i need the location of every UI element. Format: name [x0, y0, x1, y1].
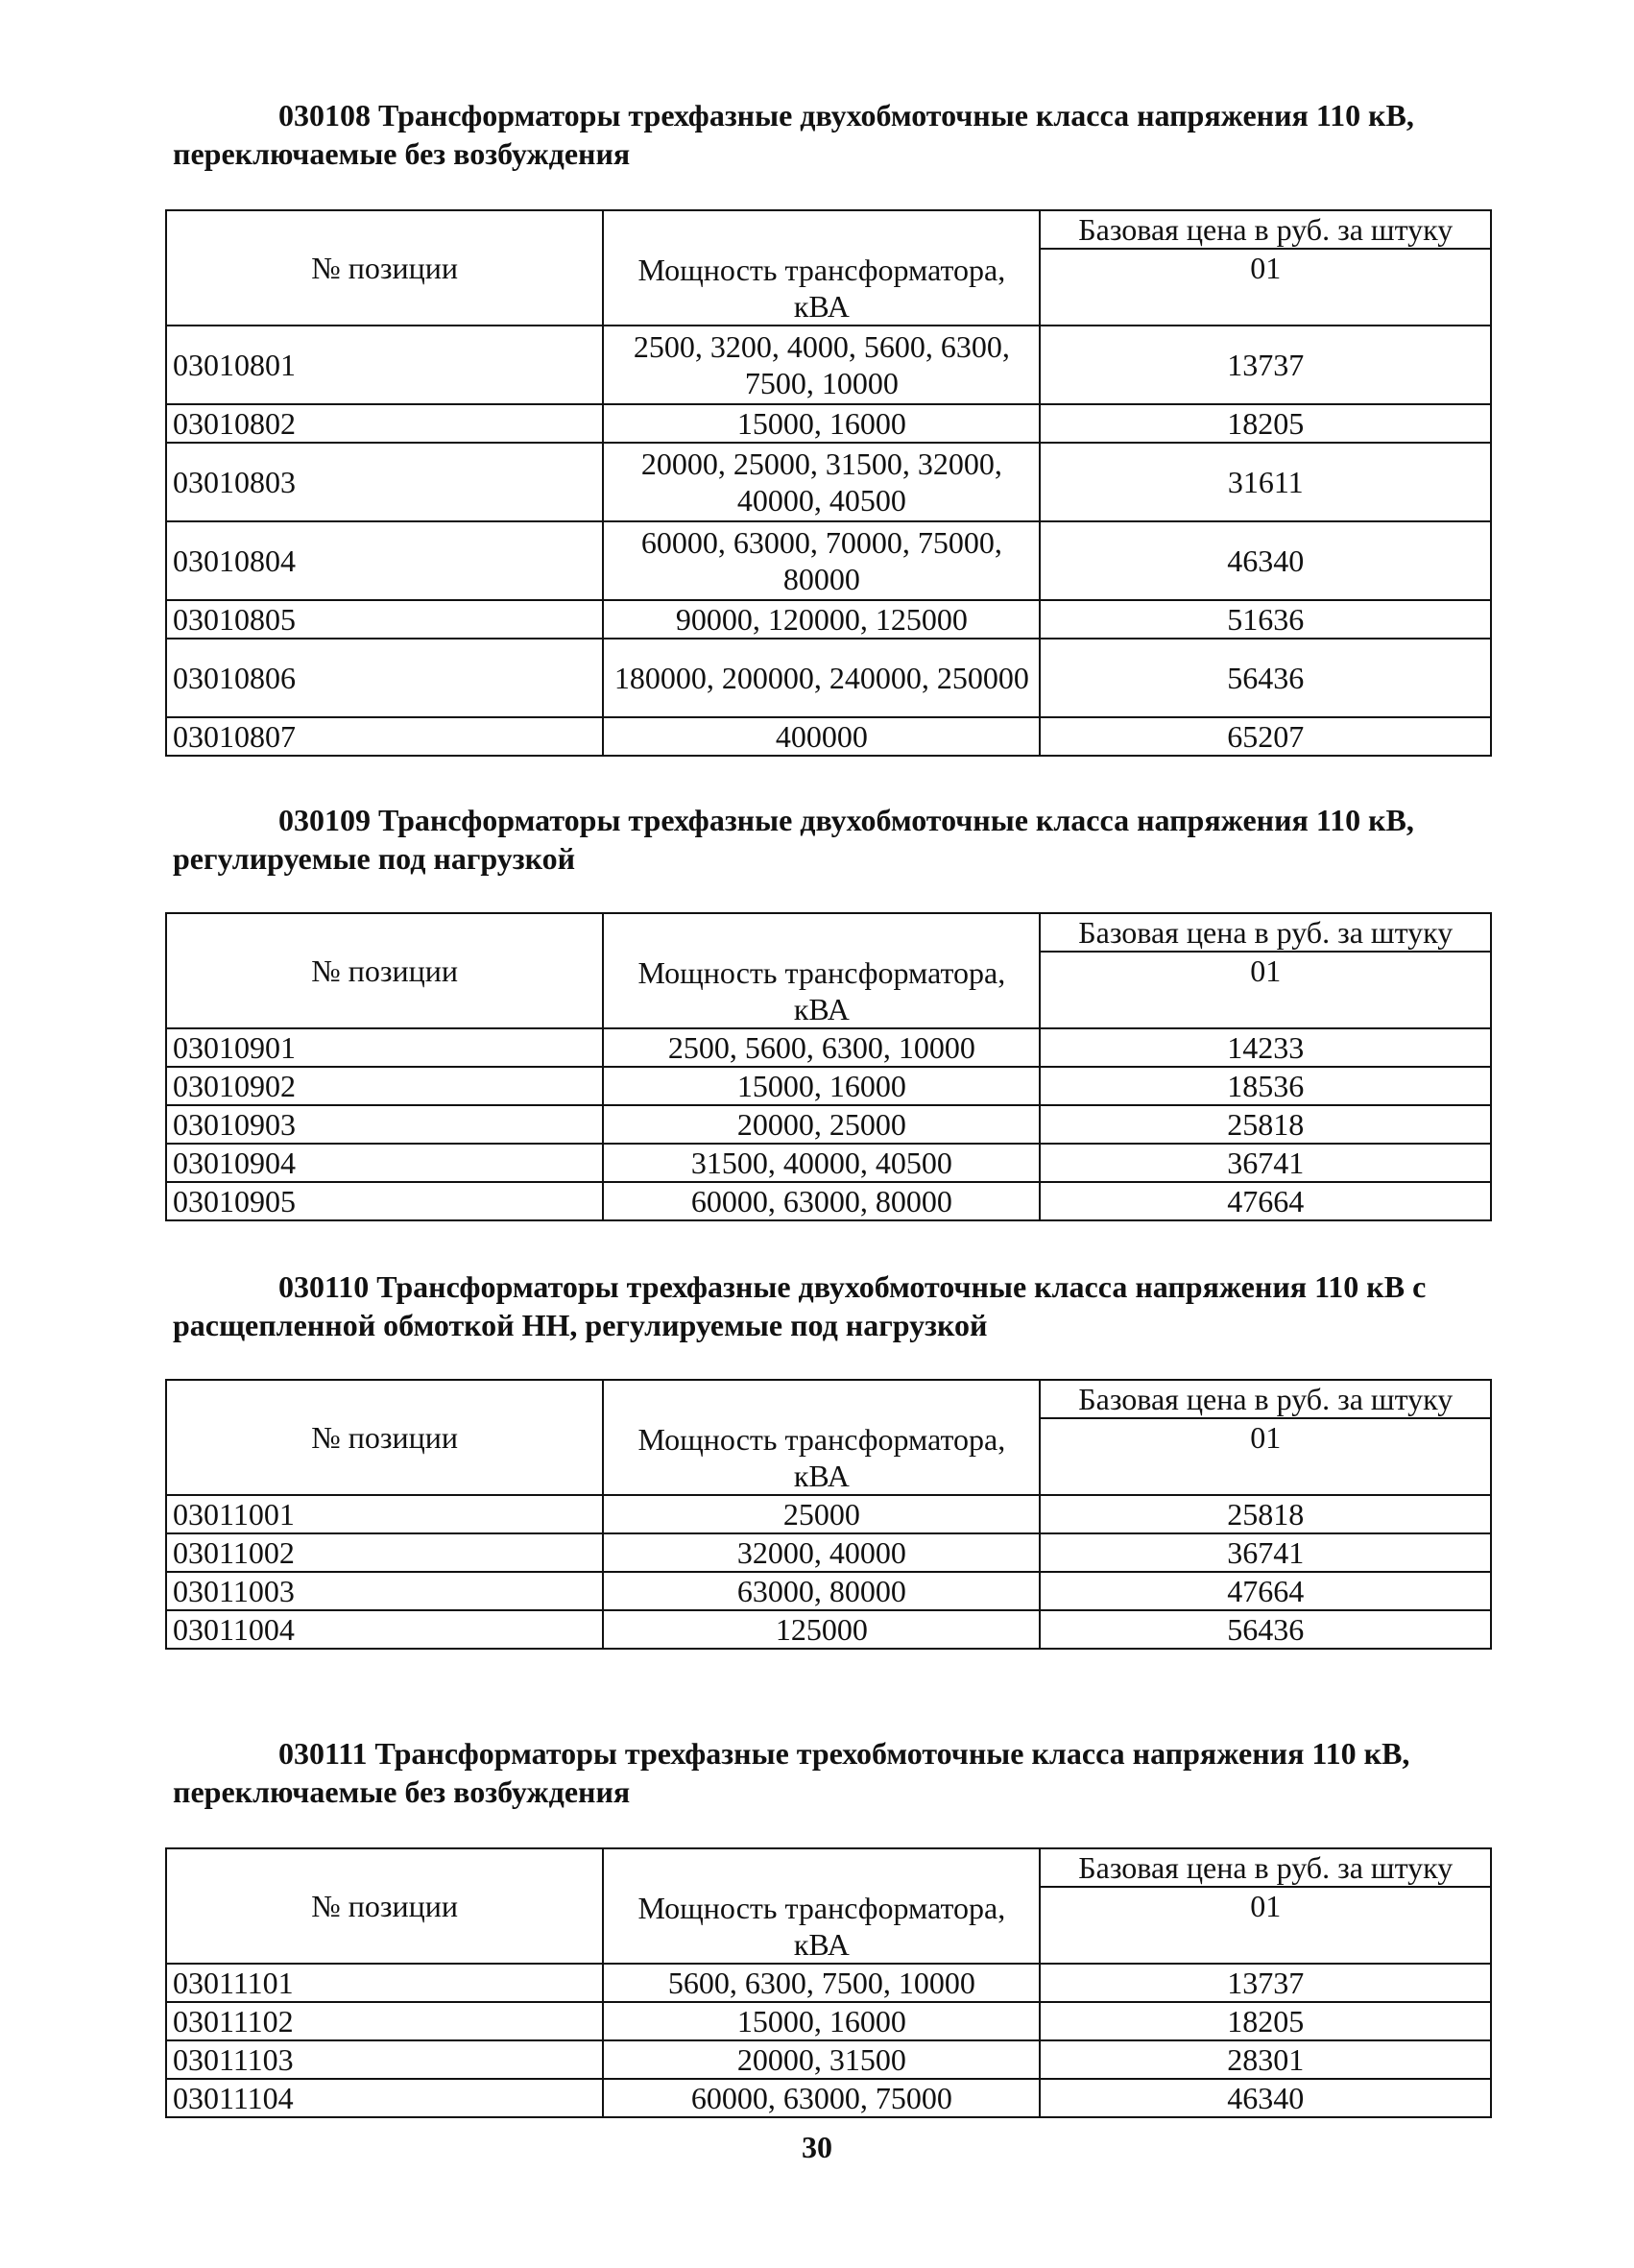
table-row [166, 1028, 1491, 1067]
position-cell: 03010807 [166, 717, 603, 756]
position-cell: 03010901 [166, 1028, 603, 1067]
header-power: Мощность трансформатора, кВА [603, 210, 1040, 326]
price-cell: 47664 [1040, 1572, 1491, 1610]
header-price: Базовая цена в руб. за штуку [1040, 913, 1491, 952]
price-cell: 13737 [1040, 1964, 1491, 2002]
table-row [166, 2079, 1491, 2117]
table-row [166, 1964, 1491, 2002]
header-power: Мощность трансформатора, кВА [603, 1380, 1040, 1495]
power-cell: 32000, 40000 [603, 1533, 1040, 1572]
power-cell: 20000, 25000 [603, 1105, 1040, 1144]
power-cell: 25000 [603, 1495, 1040, 1533]
price-cell: 31611 [1040, 443, 1491, 521]
table-row [166, 1182, 1491, 1220]
position-cell: 03011003 [166, 1572, 603, 1610]
header-power: Мощность трансформатора, кВА [603, 1848, 1040, 1964]
position-cell: 03010904 [166, 1144, 603, 1182]
header-position: № позиции [166, 1848, 603, 1964]
header-price-code: 01 [1040, 952, 1491, 1028]
price-table-030110 [165, 1379, 1492, 1650]
position-cell: 03010806 [166, 639, 603, 717]
section-title-030111: 030111 Трансформаторы трехфазные трехобмоточные класса напряжения 110 кВ, переключаемые без возбуждения [173, 1736, 1410, 1809]
table-row [166, 443, 1491, 521]
table-row [166, 1495, 1491, 1533]
price-cell: 51636 [1040, 600, 1491, 639]
position-cell: 03010803 [166, 443, 603, 521]
price-cell: 56436 [1040, 639, 1491, 717]
power-cell: 20000, 25000, 31500, 32000, 40000, 40500 [603, 443, 1040, 521]
position-cell: 03011101 [166, 1964, 603, 2002]
section-title-030110: 030110 Трансформаторы трехфазные двухобмоточные класса напряжения 110 кВ с расщепленной обмоткой НН, регулируемые под нагрузкой [173, 1269, 1427, 1342]
price-cell: 46340 [1040, 2079, 1491, 2117]
section-title-030109: 030109 Трансформаторы трехфазные двухобмоточные класса напряжения 110 кВ, регулируемые под нагрузкой [173, 803, 1414, 876]
price-cell: 14233 [1040, 1028, 1491, 1067]
price-cell: 65207 [1040, 717, 1491, 756]
page-number: 30 [802, 2130, 832, 2164]
power-cell: 15000, 16000 [603, 2002, 1040, 2040]
power-cell: 60000, 63000, 75000 [603, 2079, 1040, 2117]
power-cell: 400000 [603, 717, 1040, 756]
power-cell: 31500, 40000, 40500 [603, 1144, 1040, 1182]
header-price-code: 01 [1040, 1887, 1491, 1964]
price-cell: 13737 [1040, 326, 1491, 404]
table-row [166, 1533, 1491, 1572]
table-row [166, 1105, 1491, 1144]
position-cell: 03010805 [166, 600, 603, 639]
table-row [166, 1144, 1491, 1182]
price-cell: 18205 [1040, 404, 1491, 443]
position-cell: 03010802 [166, 404, 603, 443]
position-cell: 03011103 [166, 2040, 603, 2079]
price-cell: 56436 [1040, 1610, 1491, 1649]
header-price: Базовая цена в руб. за штуку [1040, 1848, 1491, 1887]
table-row [166, 2002, 1491, 2040]
price-table-030109 [165, 912, 1492, 1221]
price-cell: 18536 [1040, 1067, 1491, 1105]
power-cell: 90000, 120000, 125000 [603, 600, 1040, 639]
price-cell: 28301 [1040, 2040, 1491, 2079]
price-cell: 25818 [1040, 1495, 1491, 1533]
price-cell: 36741 [1040, 1144, 1491, 1182]
header-price: Базовая цена в руб. за штуку [1040, 1380, 1491, 1418]
price-cell: 47664 [1040, 1182, 1491, 1220]
price-cell: 46340 [1040, 521, 1491, 600]
price-cell: 36741 [1040, 1533, 1491, 1572]
power-cell: 20000, 31500 [603, 2040, 1040, 2079]
position-cell: 03011102 [166, 2002, 603, 2040]
position-cell: 03010905 [166, 1182, 603, 1220]
position-cell: 03010804 [166, 521, 603, 600]
position-cell: 03010801 [166, 326, 603, 404]
price-table-030111 [165, 1847, 1492, 2118]
position-cell: 03010902 [166, 1067, 603, 1105]
power-cell: 5600, 6300, 7500, 10000 [603, 1964, 1040, 2002]
power-cell: 125000 [603, 1610, 1040, 1649]
header-position: № позиции [166, 1380, 603, 1495]
header-power: Мощность трансформатора, кВА [603, 913, 1040, 1028]
power-cell: 63000, 80000 [603, 1572, 1040, 1610]
position-cell: 03011004 [166, 1610, 603, 1649]
header-position: № позиции [166, 210, 603, 326]
power-cell: 60000, 63000, 80000 [603, 1182, 1040, 1220]
table-row [166, 717, 1491, 756]
position-cell: 03011002 [166, 1533, 603, 1572]
power-cell: 15000, 16000 [603, 404, 1040, 443]
power-cell: 60000, 63000, 70000, 75000, 80000 [603, 521, 1040, 600]
section-title-030108: 030108 Трансформаторы трехфазные двухобмоточные класса напряжения 110 кВ, переключаемые без возбуждения [173, 98, 1414, 171]
power-cell: 2500, 3200, 4000, 5600, 6300, 7500, 10000 [603, 326, 1040, 404]
price-cell: 25818 [1040, 1105, 1491, 1144]
power-cell: 15000, 16000 [603, 1067, 1040, 1105]
table-row [166, 521, 1491, 600]
table-row [166, 639, 1491, 717]
position-cell: 03011104 [166, 2079, 603, 2117]
header-price: Базовая цена в руб. за штуку [1040, 210, 1491, 249]
table-row [166, 1610, 1491, 1649]
table-row [166, 1572, 1491, 1610]
table-row [166, 2040, 1491, 2079]
table-row [166, 1067, 1491, 1105]
header-price-code: 01 [1040, 1418, 1491, 1495]
price-table-030108 [165, 209, 1492, 757]
power-cell: 180000, 200000, 240000, 250000 [603, 639, 1040, 717]
table-row [166, 404, 1491, 443]
header-position: № позиции [166, 913, 603, 1028]
table-row [166, 600, 1491, 639]
table-row [166, 326, 1491, 404]
position-cell: 03011001 [166, 1495, 603, 1533]
price-cell: 18205 [1040, 2002, 1491, 2040]
power-cell: 2500, 5600, 6300, 10000 [603, 1028, 1040, 1067]
position-cell: 03010903 [166, 1105, 603, 1144]
header-price-code: 01 [1040, 249, 1491, 326]
